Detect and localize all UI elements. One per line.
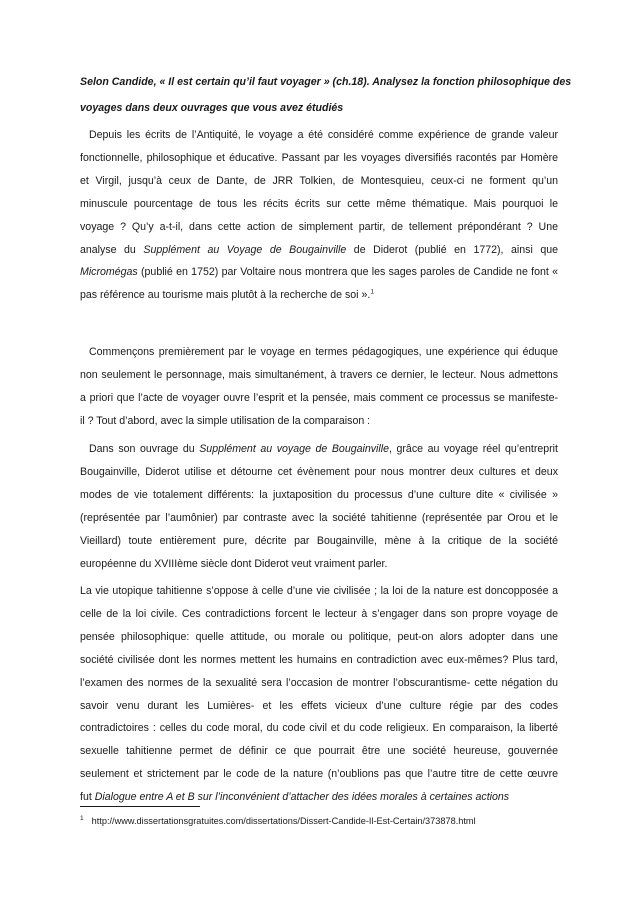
text-line: (représentée par l’aumônier) par contraste avec la société tahitienne (représentée par Orou et le: [80, 511, 558, 524]
book-title: Supplément au voyage de Bougainville: [199, 443, 389, 455]
text-run: analyse du: [80, 243, 144, 256]
text-line: celle de la loi civile. Ces contradictions forcent le lecteur à s’engager dans son propre voyage de: [80, 607, 558, 620]
intro-paragraph: [80, 124, 558, 307]
footnote-number: 1: [80, 815, 84, 822]
text-run: pas référence au tourisme mais plutôt à la recherche de soi ».: [80, 289, 371, 302]
text-run: , grâce au voyage réel qu’entreprit: [388, 443, 558, 455]
book-title: Supplément au Voyage de Bougainville: [143, 243, 347, 256]
title-line: Selon Candide, « Il est certain qu’il faut voyager » (ch.18). Analysez la fonction philosophique des: [80, 76, 572, 88]
paragraph-tahiti: [80, 580, 558, 809]
text-line: minuscule pourcentage de tous les récits écrits sur cette même thématique. Mais pourquoi le: [80, 197, 558, 210]
text-line: l’examen des normes de la sexualité sera l’occasion de montrer l’obscurantisme- cette négation du: [80, 676, 558, 689]
text-line: européenne du XVIIIème siècle dont Diderot veut vraiment parler.: [80, 557, 388, 570]
text-line: voyage ? Qu’y a-t-il, dans cette action de simplement partir, de tellement prépondérant ? Une: [80, 220, 558, 233]
text-line: société civilisée dont les normes mettent les humains en contradiction avec eux-mêmes? Plus tard,: [80, 653, 558, 666]
essay-title: [80, 69, 570, 121]
text-line: et Virgil, jusqu’à ceux de Dante, de JRR Tolkien, de Montesquieu, ceux-ci ne forment qu’un: [80, 174, 558, 187]
text-line: Vieillard) toute entièrement pure, décrite par Bougainville, mène à la critique de la société: [80, 534, 558, 547]
text-run: fut: [80, 791, 95, 804]
text-run: Dans son ouvrage du: [89, 443, 200, 455]
text-line: [80, 261, 558, 284]
text-run: de Diderot (publié en 1772), ainsi que: [346, 243, 559, 256]
text-line: sexuelle tahitienne permet de définir ce que pourrait être une société heureuse, gouvernée: [80, 745, 558, 758]
footnote-separator: [80, 806, 200, 807]
paragraph-bougainville: [80, 438, 558, 575]
text-line: savoir venu durant les Lumières- et les effets vicieux d’une culture régie par des codes: [80, 699, 558, 712]
footnote: [80, 812, 558, 828]
text-line: Bougainville, Diderot utilise et détourne cet évènement pour nous montrer deux cultures et deux: [80, 465, 558, 478]
text-line: Depuis les écrits de l’Antiquité, le voyage a été considéré comme expérience de grande valeur: [89, 129, 558, 141]
book-title: Dialogue entre A et B sur l’inconvénient d’attacher des idées morales à certaines actions: [94, 791, 510, 804]
text-line: seulement et strictement par le code de la nature (n’oublions pas que l’autre titre de cette œuvre: [80, 768, 558, 781]
text-line: La vie utopique tahitienne s’oppose à celle d’une vie civilisée ; la loi de la nature est doncopposée a: [80, 585, 558, 597]
footnote-link[interactable]: http://www.dissertationsgratuites.com/dissertations/Dissert-Candide-Il-Est-Certain/373878.html: [91, 816, 476, 827]
text-line: [80, 284, 558, 307]
footnote-reference[interactable]: 1: [370, 288, 374, 296]
text-line: modes de vie totalement différents: la juxtaposition du processus d’une culture dite « civilisée »: [80, 488, 558, 501]
text-line: a priori que l’acte de voyager ouvre l’esprit et la pensée, mais comment ce processus se manifeste-: [80, 391, 558, 404]
book-title: Micromégas: [80, 266, 138, 279]
text-line: il ? Tout d’abord, avec la simple utilisation de la comparaison :: [80, 414, 371, 427]
text-line: [80, 239, 558, 262]
text-line: fonctionnelle, philosophique et éducative. Passant par les voyages diversifiés racontés par Homère: [80, 151, 558, 164]
text-line: [80, 438, 558, 461]
text-run: (publié en 1752) par Voltaire nous montrera que les sages paroles de Candide ne font «: [137, 266, 558, 279]
text-line: non seulement le personnage, mais simultanément, à travers ce dernier, le lecteur. Nous admettons: [80, 368, 558, 381]
text-line: contradictoires : celles du code moral, du code civil et du code religieux. En comparaison, la liberté: [80, 722, 558, 735]
title-line: voyages dans deux ouvrages que vous avez étudiés: [80, 102, 344, 114]
text-line: Commençons premièrement par le voyage en termes pédagogiques, une expérience qui éduque: [89, 346, 558, 358]
paragraph-pedagogy: [80, 341, 558, 433]
text-line: pensée philosophique: quelle attitude, ou morale ou politique, peut-on alors adopter dans une: [80, 630, 558, 643]
